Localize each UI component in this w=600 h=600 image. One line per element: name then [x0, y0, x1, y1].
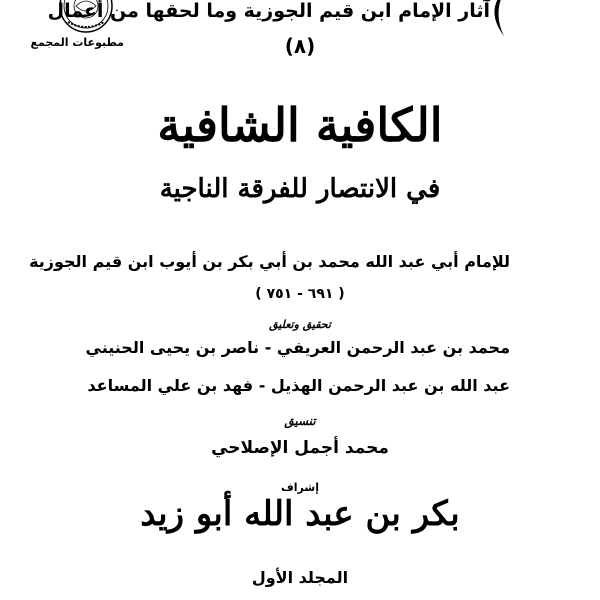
- editors-line-1: محمد بن عبد الرحمن العريفي - ناصر بن يحيى الحنيني: [85, 338, 510, 357]
- series-number: (٨): [284, 34, 316, 58]
- coordination-label: تنسيق: [284, 414, 316, 428]
- book-title: الكافية الشافية: [157, 98, 443, 152]
- supervision-label: إشراف: [281, 481, 319, 494]
- volume-label: المجلد الأول: [251, 568, 349, 587]
- editors-line-2: عبد الله بن عبد الرحمن الهذيل - فهد بن علي المساعد: [87, 376, 510, 395]
- supervisor-name: بكر بن عبد الله أبو زيد: [140, 494, 460, 534]
- book-subtitle: في الانتصار للفرقة الناجية: [159, 174, 441, 204]
- author-line: للإمام أبي عبد الله محمد بن أبي بكر بن أيوب ابن قيم الجوزية: [29, 252, 510, 271]
- editors-label: تحقيق وتعليق: [269, 318, 331, 331]
- coordinator-name: محمد أجمل الإصلاحي: [211, 438, 389, 458]
- author-dates: ( ٦٩١ - ٧٥١ ): [255, 286, 345, 302]
- publisher-name: مطبوعات المجمع: [30, 36, 124, 49]
- series-title: آثار الإمام ابن قيم الجوزية وما لحقها من أعمال: [47, 0, 490, 22]
